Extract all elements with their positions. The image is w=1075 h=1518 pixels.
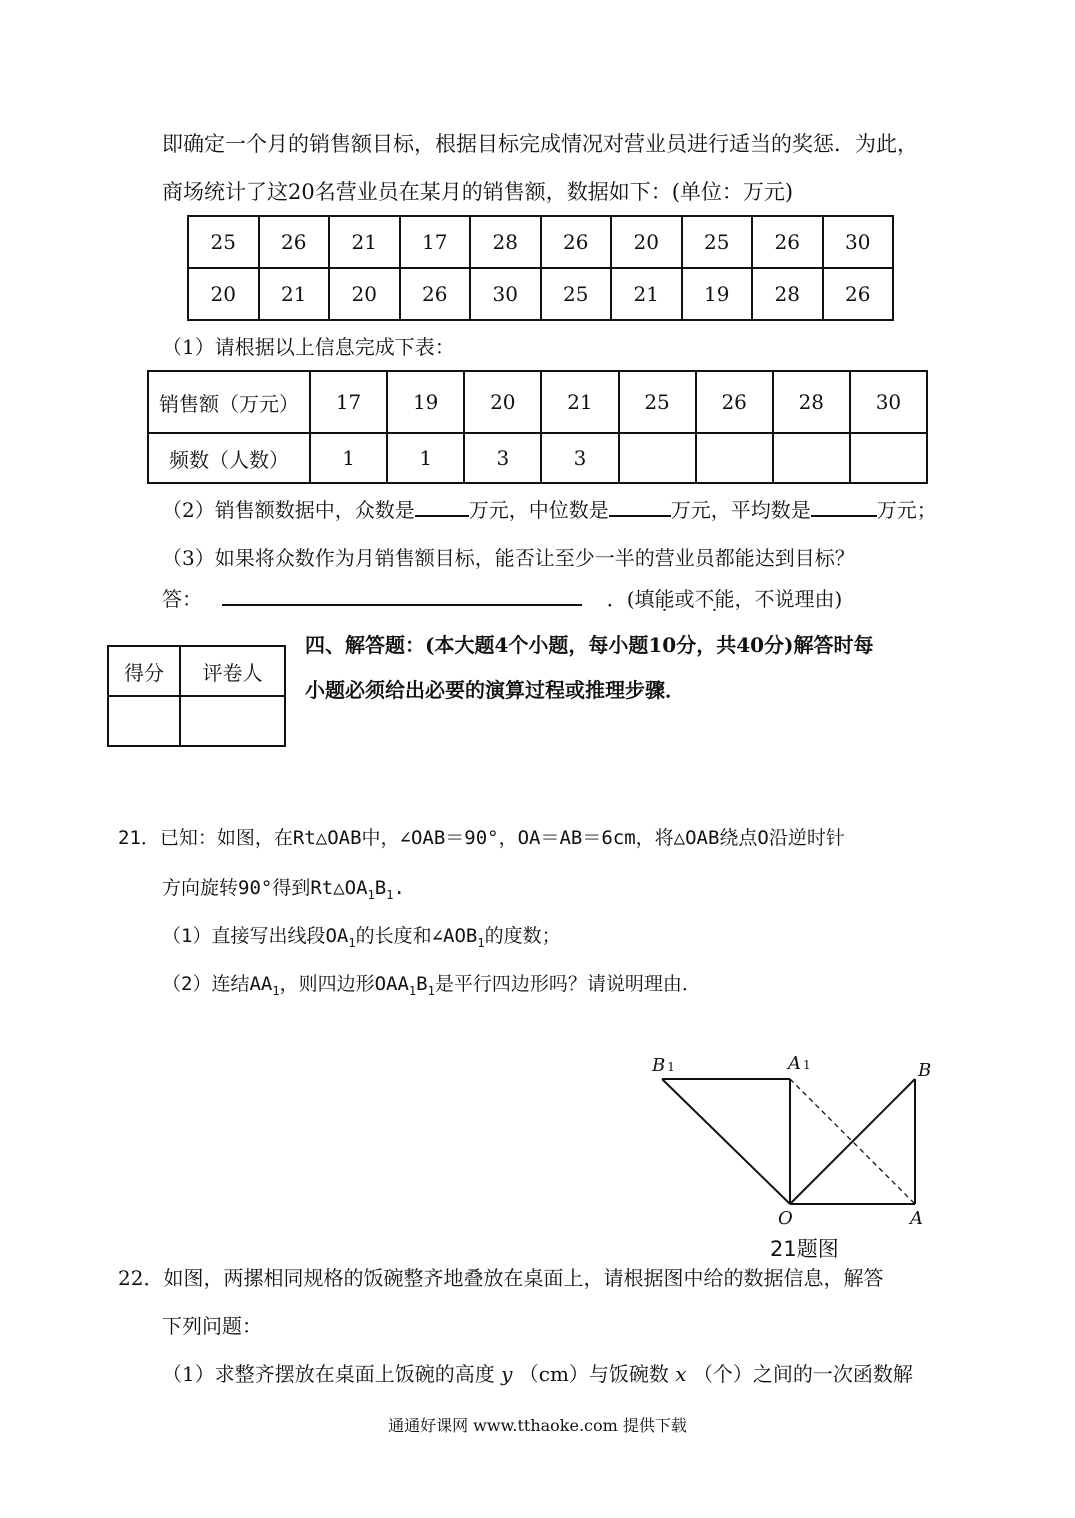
score-label: 得分 [108,646,180,696]
label-o: O [778,1208,793,1229]
answer-hint-word-2: 不能 [694,587,735,611]
table-cell: 19 [682,268,753,320]
intro-line-1: 即确定一个月的销售额目标，根据目标完成情况对营业员进行适当的奖惩．为此， [162,132,918,156]
question-2 [162,496,937,524]
q21-s2-sub3: 1 [427,983,435,998]
label-b1: B 1 [652,1055,675,1076]
table-cell: 30 [823,216,894,268]
value-cell: 20 [464,371,541,433]
row-label-cell: 频数（人数） [148,433,310,483]
median-blank[interactable] [609,497,671,517]
value-cell: 26 [696,371,773,433]
table-cell: 30 [470,268,541,320]
answer-hint-pre: ．(填 [606,587,655,611]
table-cell: 20 [188,268,259,320]
question-21-line-2 [162,874,405,909]
section-4-line-1: 四、解答题：(本大题4个小题，每小题10分，共40分)解答时每 [305,633,874,657]
answer-hint-post: ，不说理由) [734,587,843,611]
figure-21-caption: 21题图 [770,1237,839,1261]
table-cell: 20 [611,216,682,268]
value-cell: 30 [850,371,927,433]
mean-blank[interactable] [811,497,877,517]
count-cell: 1 [387,433,464,483]
header-label-cell: 销售额（万元） [148,371,310,433]
question-22-line-3 [162,1360,913,1388]
answer-blank[interactable] [222,586,582,606]
section-4-line-2: 小题必须给出必要的演算过程或推理步骤． [305,678,685,702]
q21-s2-post: 是平行四边形吗？请说明理由． [434,973,701,995]
table-cell: 21 [329,216,400,268]
score-box [107,645,286,747]
var-y: y [501,1362,513,1386]
table-cell: 17 [400,216,471,268]
label-b: B [918,1060,932,1081]
table-row [148,371,927,433]
q21-s2-pre: （2）连结AA [162,973,273,995]
question-3-answer [162,585,842,613]
score-field[interactable] [108,696,180,746]
q21-l2-post: . [393,877,405,899]
q21-s1-mid: 的长度和∠AOB [355,925,478,947]
grader-label: 评卷人 [180,646,285,696]
table-row [188,216,893,268]
q21-l2-sub2: 1 [386,887,394,902]
segment-b1-o [662,1079,790,1204]
count-cell-blank[interactable] [696,433,773,483]
q2-text-2: 万元，中位数是 [468,498,609,522]
figure-21-diagram [640,1048,960,1263]
value-cell: 28 [773,371,850,433]
question-21-line-1: 21．已知：如图，在Rt△OAB中，∠OAB＝90°，OA＝AB＝6cm，将△OAB绕点O沿逆时针 [118,827,845,849]
answer-hint-word-1: 能 [654,587,675,611]
frequency-table [147,370,928,484]
question-21-sub-2 [162,970,701,1005]
table-row [108,646,285,696]
question-1-text: （1）请根据以上信息完成下表： [162,335,455,359]
question-3-line-1: （3）如果将众数作为月销售额目标，能否让至少一半的营业员都能达到目标？ [162,546,855,570]
q21-l2-sub1: 1 [367,887,375,902]
value-cell: 19 [387,371,464,433]
count-cell: 3 [464,433,541,483]
table-row [108,696,285,746]
table-cell: 25 [541,268,612,320]
question-22-line-2: 下列问题： [162,1314,262,1338]
label-a: A [910,1208,923,1229]
value-cell: 17 [310,371,387,433]
mode-blank[interactable] [415,497,469,517]
table-cell: 25 [682,216,753,268]
answer-label: 答： [162,587,202,611]
table-cell: 28 [470,216,541,268]
table-cell: 21 [611,268,682,320]
q21-s2-mid: ，则四边形OAA [279,973,409,995]
q2-text-4: 万元； [876,498,937,522]
q21-s1-sub2: 1 [477,935,485,950]
q21-s1-post: 的度数； [484,925,561,947]
table-cell: 20 [329,268,400,320]
q21-s2-sub2: 1 [408,983,417,998]
q21-s2-sub1: 1 [272,983,280,998]
count-cell: 3 [541,433,618,483]
q21-s1-sub1: 1 [348,935,356,950]
q21-s2-mid2: B [416,973,428,995]
table-cell: 26 [752,216,823,268]
table-cell: 26 [823,268,894,320]
question-22-line-1: 22．如图，两摞相同规格的饭碗整齐地叠放在桌面上，请根据图中给的数据信息，解答 [118,1266,884,1290]
var-x: x [675,1362,687,1386]
grader-field[interactable] [180,696,285,746]
table-cell: 26 [400,268,471,320]
intro-line-2: 商场统计了这20名营业员在某月的销售额，数据如下：(单位：万元) [162,180,794,204]
value-cell: 25 [619,371,696,433]
table-cell: 25 [188,216,259,268]
count-cell-blank[interactable] [850,433,927,483]
segment-o-b [790,1079,915,1204]
sales-data-table [187,215,894,321]
q21-l2-mid: B [374,877,387,899]
table-row [148,433,927,483]
q21-s1-pre: （1）直接写出线段OA [162,925,349,947]
table-cell: 26 [259,216,330,268]
q22-l3-pre: （1）求整齐摆放在桌面上饭碗的高度 [162,1362,495,1386]
label-a1: A 1 [788,1053,811,1074]
table-cell: 21 [259,268,330,320]
table-row [188,268,893,320]
q21-l2-pre: 方向旋转90°得到Rt△OA [162,877,368,899]
count-cell: 1 [310,433,387,483]
answer-hint-mid: 或 [674,587,695,611]
count-cell-blank[interactable] [773,433,850,483]
page-footer: 通通好课网 www.tthaoke.com 提供下载 [388,1416,687,1435]
table-cell: 26 [541,216,612,268]
q22-l3-mid: （cm）与饭碗数 [518,1362,669,1386]
count-cell-blank[interactable] [619,433,696,483]
table-cell: 28 [752,268,823,320]
q2-text-3: 万元，平均数是 [670,498,811,522]
q2-text-1: （2）销售额数据中，众数是 [162,498,415,522]
q22-l3-post: （个）之间的一次函数解 [692,1362,913,1386]
question-21-sub-1 [162,922,561,957]
value-cell: 21 [541,371,618,433]
